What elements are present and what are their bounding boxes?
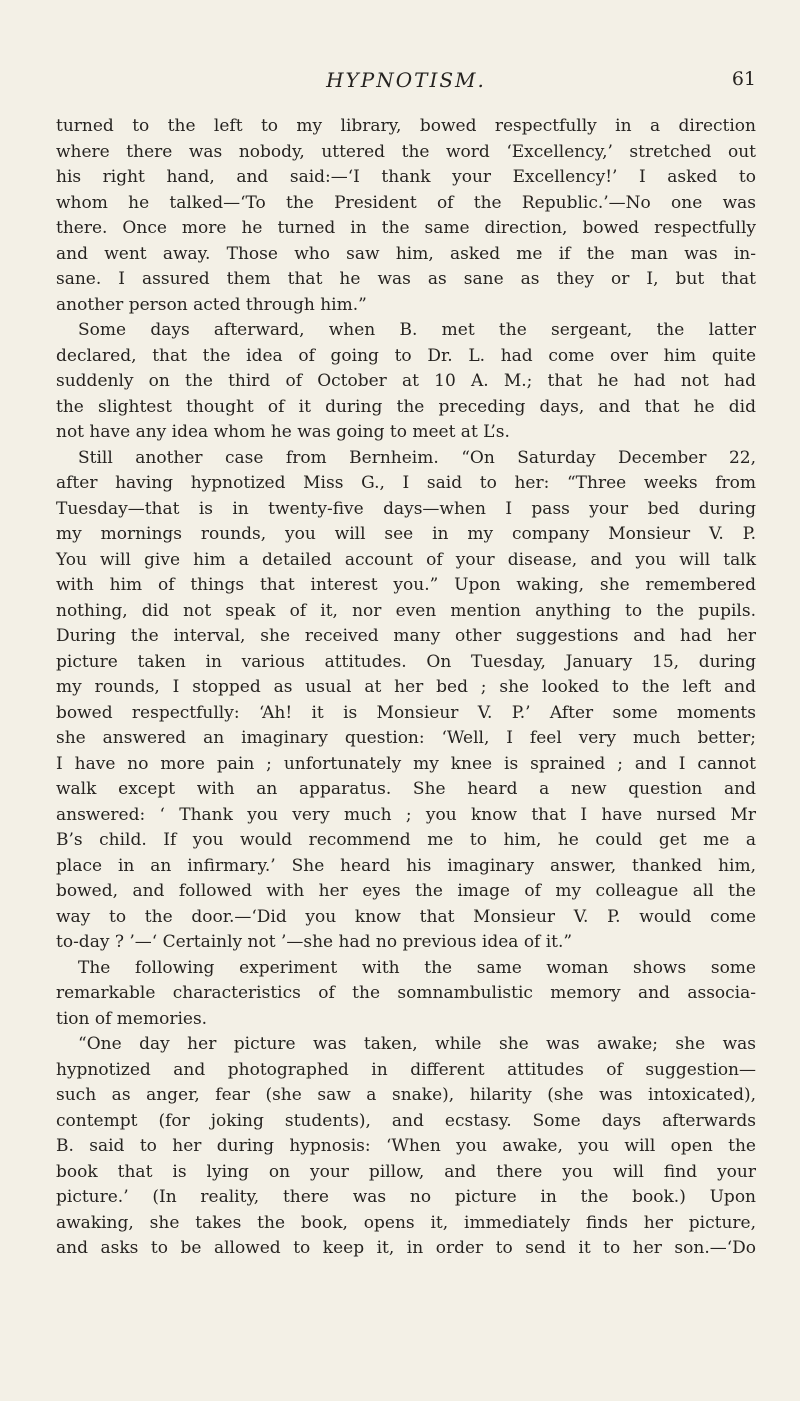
text-line: hypnotized and photographed in different attitudes of suggestion— <box>56 1059 756 1080</box>
text-line: I have no more pain ; unfortunately my knee is sprained ; and I cannot <box>56 753 756 774</box>
text-line: awaking, she takes the book, opens it, immediately finds her picture, <box>56 1212 756 1233</box>
text-line: B. said to her during hypnosis: ‘When you awake, you will open the <box>56 1136 756 1156</box>
text-line: nothing, did not speak of it, nor even mention anything to the pupils. <box>56 600 756 621</box>
text-line: after having hypnotized Miss G., I said to her: “Three weeks from <box>56 473 756 493</box>
text-line: “One day her picture was taken, while she was awake; she was <box>78 1034 756 1054</box>
text-line: she answered an imaginary question: ‘Well, I feel very much better; <box>56 728 756 748</box>
text-line: and asks to be allowed to keep it, in order to send it to her son.—‘Do <box>56 1238 756 1258</box>
text-line: Tuesday—that is in twenty-five days—when I pass your bed during <box>56 498 756 519</box>
text-line: turned to the left to my library, bowed respectfully in a direction <box>56 116 756 136</box>
text-line: During the interval, she received many other suggestions and had her <box>56 626 756 646</box>
text-line: You will give him a detailed account of your disease, and you will talk <box>56 549 756 570</box>
page-number: 61 <box>731 68 756 90</box>
text-line: whom he talked—‘To the President of the Republic.’—No one was <box>56 192 756 213</box>
text-line: the slightest thought of it during the preceding days, and that he did <box>56 396 756 417</box>
body-text <box>56 114 756 1262</box>
running-head <box>56 68 756 98</box>
running-title: HYPNOTISM. <box>326 68 486 92</box>
text-line: Some days afterward, when B. met the sergeant, the latter <box>78 320 756 340</box>
text-line: and went away. Those who saw him, asked me if the man was in- <box>56 243 756 264</box>
text-line: declared, that the idea of going to Dr. L. had come over him quite <box>56 345 756 366</box>
text-line: book that is lying on your pillow, and there you will find your <box>56 1161 756 1182</box>
text-line: bowed respectfully: ‘Ah! it is Monsieur V. P.’ After some moments <box>56 702 756 723</box>
text-line: another person acted through him.” <box>56 294 367 315</box>
text-line: Still another case from Bernheim. “On Saturday December 22, <box>78 447 756 468</box>
text-line: such as anger, fear (she saw a snake), hilarity (she was intoxicated), <box>56 1085 756 1105</box>
text-line: not have any idea whom he was going to meet at L’s. <box>56 422 510 442</box>
text-line: sane. I assured them that he was as sane as they or I, but that <box>56 269 756 289</box>
text-line: The following experiment with the same woman shows some <box>78 957 756 978</box>
text-line: tion of memories. <box>56 1008 208 1029</box>
text-line: there. Once more he turned in the same direction, bowed respectfully <box>56 218 756 238</box>
text-line: his right hand, and said:—‘I thank your Excellency!’ I asked to <box>56 167 756 187</box>
text-line: my rounds, I stopped as usual at her bed ; she looked to the left and <box>56 677 756 697</box>
text-line: with him of things that interest you.” Upon waking, she remembered <box>56 575 756 595</box>
text-line: where there was nobody, uttered the word ‘Excellency,’ stretched out <box>56 141 756 162</box>
text-line: picture taken in various attitudes. On Tuesday, January 15, during <box>56 651 756 672</box>
text-line: suddenly on the third of October at 10 A. M.; that he had not had <box>56 371 756 391</box>
text-line: way to the door.—‘Did you know that Monsieur V. P. would come <box>56 906 756 927</box>
text-line: to-day ? ’—‘ Certainly not ’—she had no previous idea of it.” <box>56 932 573 952</box>
text-line: place in an infirmary.’ She heard his imaginary answer, thanked him, <box>56 855 756 876</box>
text-line: answered: ‘ Thank you very much ; you know that I have nursed Mr <box>56 804 756 825</box>
text-line: remarkable characteristics of the somnambulistic memory and associa- <box>56 983 756 1003</box>
text-line: B’s child. If you would recommend me to him, he could get me a <box>56 830 756 850</box>
text-line: bowed, and followed with her eyes the image of my colleague all the <box>56 881 756 901</box>
text-line: picture.’ (In reality, there was no picture in the book.) Upon <box>56 1187 756 1207</box>
text-line: contempt (for joking students), and ecstasy. Some days afterwards <box>56 1110 756 1131</box>
text-line: my mornings rounds, you will see in my company Monsieur V. P. <box>56 524 756 544</box>
text-line: walk except with an apparatus. She heard a new question and <box>56 779 756 799</box>
